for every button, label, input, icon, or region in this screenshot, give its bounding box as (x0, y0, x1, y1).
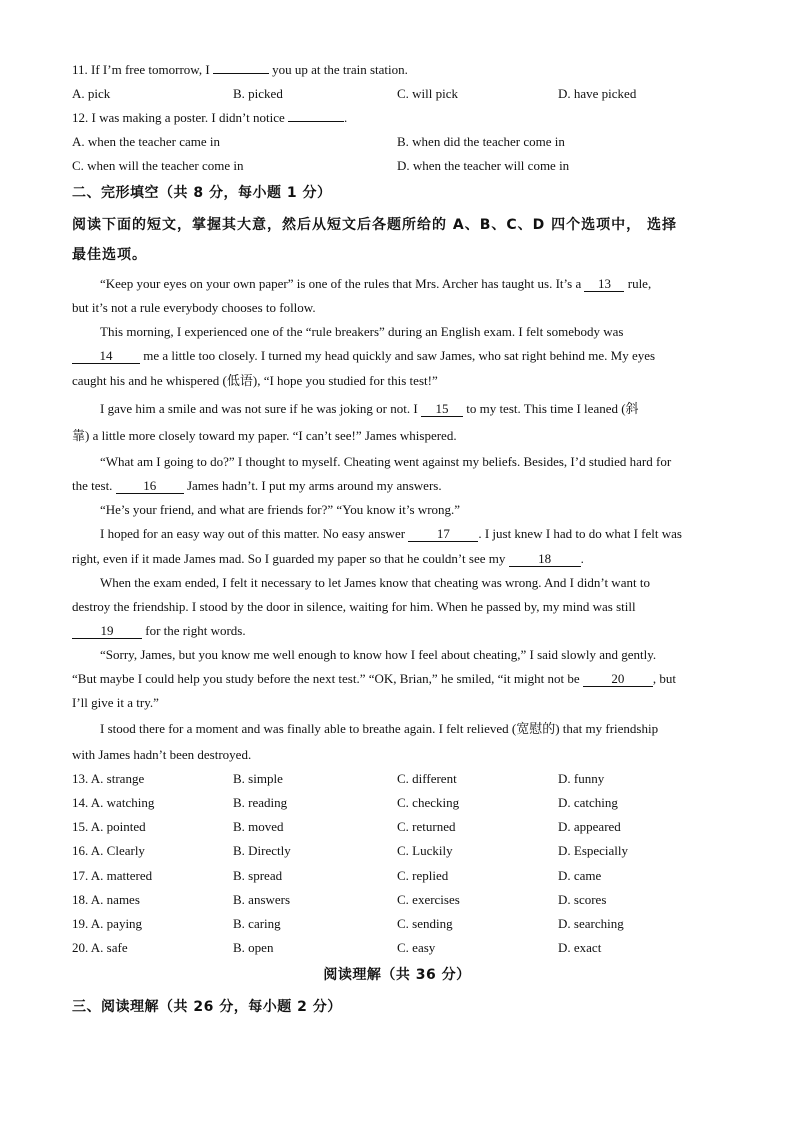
q11-option-a[interactable]: A. pick (72, 86, 111, 101)
q12-stem-before: 12. I was making a poster. I didn’t notice (72, 110, 289, 125)
section-2-instruction-line-1: 阅读下面的短文，掌握其大意，然后从短文后各题所给的 A、B、C、D 四个选项中， 选择 (72, 217, 678, 233)
passage-line (72, 623, 722, 639)
q11-option-c[interactable]: C. will pick (397, 86, 459, 101)
q12-option-d[interactable]: D. when the teacher will come in (397, 158, 570, 173)
blank-13[interactable]: 13 (584, 277, 624, 292)
passage-text: James hadn’t. I put my arms around my answers. (183, 478, 442, 493)
passage-line: 靠) a little more closely toward my paper. “I can’t see!” James whispered. (72, 428, 457, 443)
passage-line (72, 348, 722, 364)
passage-line: but it’s not a rule everybody chooses to follow. (72, 300, 316, 315)
passage-text: rule, (624, 276, 652, 291)
q16-option-d[interactable]: D. Especially (558, 843, 629, 858)
q12-answer-blank[interactable] (288, 121, 344, 122)
passage-line: “Sorry, James, but you know me well enough to know how I feel about cheating,” I said slowly and gently. (100, 647, 657, 662)
q17-option-d[interactable]: D. came (558, 868, 602, 883)
q18-option-c[interactable]: C. exercises (397, 892, 460, 907)
section-2-heading: 二、完形填空（共 8 分，每小题 1 分） (72, 185, 332, 201)
q19-option-c[interactable]: C. sending (397, 916, 453, 931)
q12-option-b[interactable]: B. when did the teacher come in (397, 134, 565, 149)
q19-option-b[interactable]: B. caring (233, 916, 281, 931)
q12-option-a[interactable]: A. when the teacher came in (72, 134, 220, 149)
q11-option-b[interactable]: B. picked (233, 86, 283, 101)
passage-text: right, even if it made James mad. So I guarded my paper so that he couldn’t see my (72, 551, 509, 566)
q14-option-b[interactable]: B. reading (233, 795, 288, 810)
q17-option-a[interactable]: 17. A. mattered (72, 868, 153, 883)
q14-option-c[interactable]: C. checking (397, 795, 460, 810)
q18-option-b[interactable]: B. answers (233, 892, 291, 907)
passage-line (72, 401, 750, 417)
q11-answer-blank[interactable] (213, 73, 269, 74)
q19-option-a[interactable]: 19. A. paying (72, 916, 143, 931)
q15-option-c[interactable]: C. returned (397, 819, 456, 834)
passage-text: . (580, 551, 584, 566)
passage-line: caught his and he whispered (低语), “I hope you studied for this test!” (72, 373, 438, 388)
passage-line: I stood there for a moment and was finally able to breathe again. I felt relieved (宽慰的) that my friendship (100, 721, 659, 736)
reading-part-title: 阅读理解（共 36 分） (323, 967, 471, 983)
passage-line (72, 276, 750, 292)
passage-text: to my test. This time I leaned (斜 (462, 401, 639, 416)
blank-16[interactable]: 16 (116, 479, 184, 494)
passage-text: me a little too closely. I turned my head quickly and saw James, who sat right behind me. My eyes (140, 348, 656, 363)
passage-line: When the exam ended, I felt it necessary to let James know that cheating was wrong. And I didn’t want to (100, 575, 650, 590)
q16-option-a[interactable]: 16. A. Clearly (72, 843, 145, 858)
q13-option-c[interactable]: C. different (397, 771, 457, 786)
passage-text: for the right words. (142, 623, 246, 638)
question-11-stem (72, 62, 722, 78)
section-3-heading: 三、阅读理解（共 26 分，每小题 2 分） (72, 999, 342, 1015)
passage-text: “But maybe I could help you study before the next test.” “OK, Brian,” he smiled, “it might not be (72, 671, 583, 686)
q11-stem-before: 11. If I’m free tomorrow, I (72, 62, 213, 77)
q15-option-a[interactable]: 15. A. pointed (72, 819, 146, 834)
q17-option-b[interactable]: B. spread (233, 868, 283, 883)
q13-option-d[interactable]: D. funny (558, 771, 605, 786)
passage-text: I gave him a smile and was not sure if he was joking or not. I (100, 401, 421, 416)
q11-stem-after: you up at the train station. (268, 62, 408, 77)
q17-option-c[interactable]: C. replied (397, 868, 449, 883)
blank-17[interactable]: 17 (408, 527, 478, 542)
passage-text: , but (652, 671, 676, 686)
q20-option-b[interactable]: B. open (233, 940, 274, 955)
q20-option-a[interactable]: 20. A. safe (72, 940, 128, 955)
q20-option-d[interactable]: D. exact (558, 940, 602, 955)
q18-option-d[interactable]: D. scores (558, 892, 607, 907)
q16-option-c[interactable]: C. Luckily (397, 843, 453, 858)
q11-option-d[interactable]: D. have picked (558, 86, 637, 101)
q15-option-b[interactable]: B. moved (233, 819, 284, 834)
q13-option-a[interactable]: 13. A. strange (72, 771, 145, 786)
passage-line (72, 551, 722, 567)
q16-option-b[interactable]: B. Directly (233, 843, 291, 858)
q12-option-c[interactable]: C. when will the teacher come in (72, 158, 244, 173)
blank-19[interactable]: 19 (72, 624, 142, 639)
passage-line (72, 526, 750, 542)
blank-20[interactable]: 20 (583, 672, 653, 687)
q14-option-a[interactable]: 14. A. watching (72, 795, 155, 810)
passage-line (72, 478, 722, 494)
q20-option-c[interactable]: C. easy (397, 940, 436, 955)
q14-option-d[interactable]: D. catching (558, 795, 618, 810)
blank-18[interactable]: 18 (509, 552, 581, 567)
question-12-stem (72, 110, 722, 126)
q13-option-b[interactable]: B. simple (233, 771, 283, 786)
q15-option-d[interactable]: D. appeared (558, 819, 621, 834)
passage-line (72, 671, 722, 687)
passage-text: I hoped for an easy way out of this matter. No easy answer (100, 526, 409, 541)
blank-14[interactable]: 14 (72, 349, 140, 364)
passage-line: I’ll give it a try.” (72, 695, 159, 710)
section-2-instruction-line-2: 最佳选项。 (72, 247, 147, 263)
passage-text: . I just knew I had to do what I felt was (478, 526, 682, 541)
blank-15[interactable]: 15 (421, 402, 463, 417)
passage-line: with James hadn’t been destroyed. (72, 747, 252, 762)
passage-line: This morning, I experienced one of the “rule breakers” during an English exam. I felt somebody was (100, 324, 624, 339)
q12-stem-after: . (344, 110, 348, 125)
passage-line: destroy the friendship. I stood by the door in silence, waiting for him. When he passed by, my mind was still (72, 599, 636, 614)
q19-option-d[interactable]: D. searching (558, 916, 624, 931)
passage-text: the test. (72, 478, 116, 493)
passage-line: “He’s your friend, and what are friends for?” “You know it’s wrong.” (100, 502, 461, 517)
passage-line: “What am I going to do?” I thought to myself. Cheating went against my beliefs. Besides, I’d studied hard for (100, 454, 672, 469)
passage-text: “Keep your eyes on your own paper” is one of the rules that Mrs. Archer has taught us. It’s a (100, 276, 585, 291)
q18-option-a[interactable]: 18. A. names (72, 892, 140, 907)
